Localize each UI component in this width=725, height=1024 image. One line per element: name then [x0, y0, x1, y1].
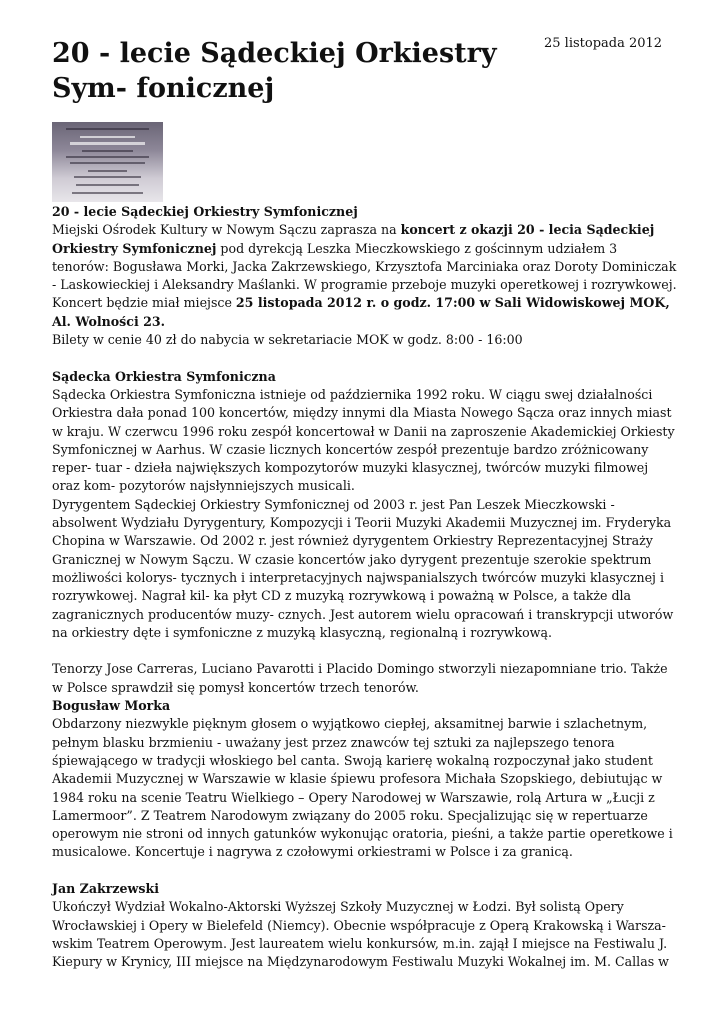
- tenors-paragraph: Tenorzy Jose Carreras, Luciano Pavarotti i Placido Domingo stworzyli niezapomniane trio. Także w Polsce sprawdził się pomysł koncertów trzech tenorów.: [52, 661, 668, 695]
- zakrzewski-heading: Jan Zakrzewski: [52, 880, 159, 896]
- conductor-paragraph: Dyrygentem Sądeckiej Orkiestry Symfonicznej od 2003 r. jest Pan Leszek Mieczkowski - absolwent Wydziału Dyrygentury, Kompozycji i Teorii Muzyki Akademii Muzycznej im. Fryderyka Chopina w Warszawie. Od 2002 r. jest również dyrygentem Orkiestry Reprezentacyjnej Straży Granicznej w Nowym Sączu. W czasie koncertów jako dyrygent prezentuje szerokie spektrum możliwości kolorys- tycznych i interpretacyjnych najwspanialszych twórców muzyki klasycznej i rozrywkowej. Nagrał kil- ka płyt CD z muzyką rozrywkową i poważną w Polsce, a także dla zagranicznych producentów muzy- cznych. Jest autorem wielu opracowań i transkrypcji utworów na orkiestry dęte i symfoniczne z muzyką klasyczną, regionalną i rozrywkową.: [52, 496, 674, 640]
- article-heading: 20 - lecie Sądeckiej Orkiestry Symfonicznej: [52, 204, 358, 219]
- publication-date: 25 listopada 2012: [544, 36, 663, 51]
- zakrzewski-paragraph: Ukończył Wydział Wokalno-Aktorski Wyższej Szkoły Muzycznej w Łodzi. Był solistą Opery Wrocławskiej i Opery w Bielefeld (Niemcy). Obecnie współpracuje z Operą Krakowską i Warsza- wskim Teatrem Operowym. Jest laureatem wielu konkursów, m.in. zajął I miejsce na Festiwalu J. Kiepury w Krynicy, III miejsce na Międzynarodowym Festiwalu Muzyki Wokalnej im. M. Callas w: [52, 899, 669, 970]
- article-body: [52, 203, 677, 971]
- orchestra-heading: Sądecka Orkiestra Symfoniczna: [52, 368, 276, 384]
- page-title: 20 - lecie Sądeckiej Orkiestry Sym- fonicznej: [52, 38, 497, 104]
- intro-paragraph: Miejski Ośrodek Kultury w Nowym Sączu zaprasza na koncert z okazji 20 - lecia Sądeckiej Orkiestry Symfonicznej pod dyrekcją Leszka Mieczkowskiego z gościnnym udziałem 3 tenorów: Bogusława Morki, Jacka Zakrzewskiego, Krzysztofa Marciniaka oraz Doroty Dominiczak - Laskowieckiej i Aleksandry Maślanki. W programie przeboje muzyki operetkowej i rozrywkowej. Koncert będzie miał miejsce 25 listopada 2012 r. o godz. 17:00 w Sali Widowiskowej MOK, Al. Wolności 23.: [52, 222, 677, 329]
- orchestra-paragraph: Sądecka Orkiestra Symfoniczna istnieje od października 1992 roku. W ciągu swej działalności Orkiestra dała ponad 100 koncertów, między innymi dla Miasta Nowego Sącza oraz innych miast w kraju. W czerwcu 1996 roku zespół koncertował w Danii na zaproszenie Akademickiej Orkiesty Symfonicznej w Aarhus. W czasie licznych koncertów zespół prezentuje bardzo zróżnicowany reper- tuar - dzieła największych kompozytorów muzyki klasycznej, twórców muzyki filmowej oraz kom- pozytorów najsłynniejszych musicali.: [52, 386, 675, 494]
- morka-paragraph: Obdarzony niezwykle pięknym głosem o wyjątkowo ciepłej, aksamitnej barwie i szlachetnym, pełnym blasku brzmieniu - uważany jest przez znawców tej sztuki za najlepszego tenora śpiewającego w tradycji włoskiego bel canta. Swoją karierę wokalną rozpoczynał jako student Akademii Muzycznej w Warszawie w klasie śpiewu profesora Michała Szopskiego, debiutując w 1984 roku na scenie Teatru Wielkiego – Opery Narodowej w Warszawie, rolą Artura w „Łucji z Lamermoor”. Z Teatrem Narodowym związany do 2005 roku. Specjalizując się w repertuarze operowym nie stroni od innych gatunków wykonując oratoria, pieśni, a także partie operetkowe i musicalowe. Koncertuje i nagrywa z czołowymi orkiestrami w Polsce i za granicą.: [52, 716, 673, 860]
- morka-heading: Bogusław Morka: [52, 698, 171, 714]
- concert-poster-image: [52, 122, 163, 202]
- tickets-info: Bilety w cenie 40 zł do nabycia w sekretariacie MOK w godz. 8:00 - 16:00: [52, 332, 523, 348]
